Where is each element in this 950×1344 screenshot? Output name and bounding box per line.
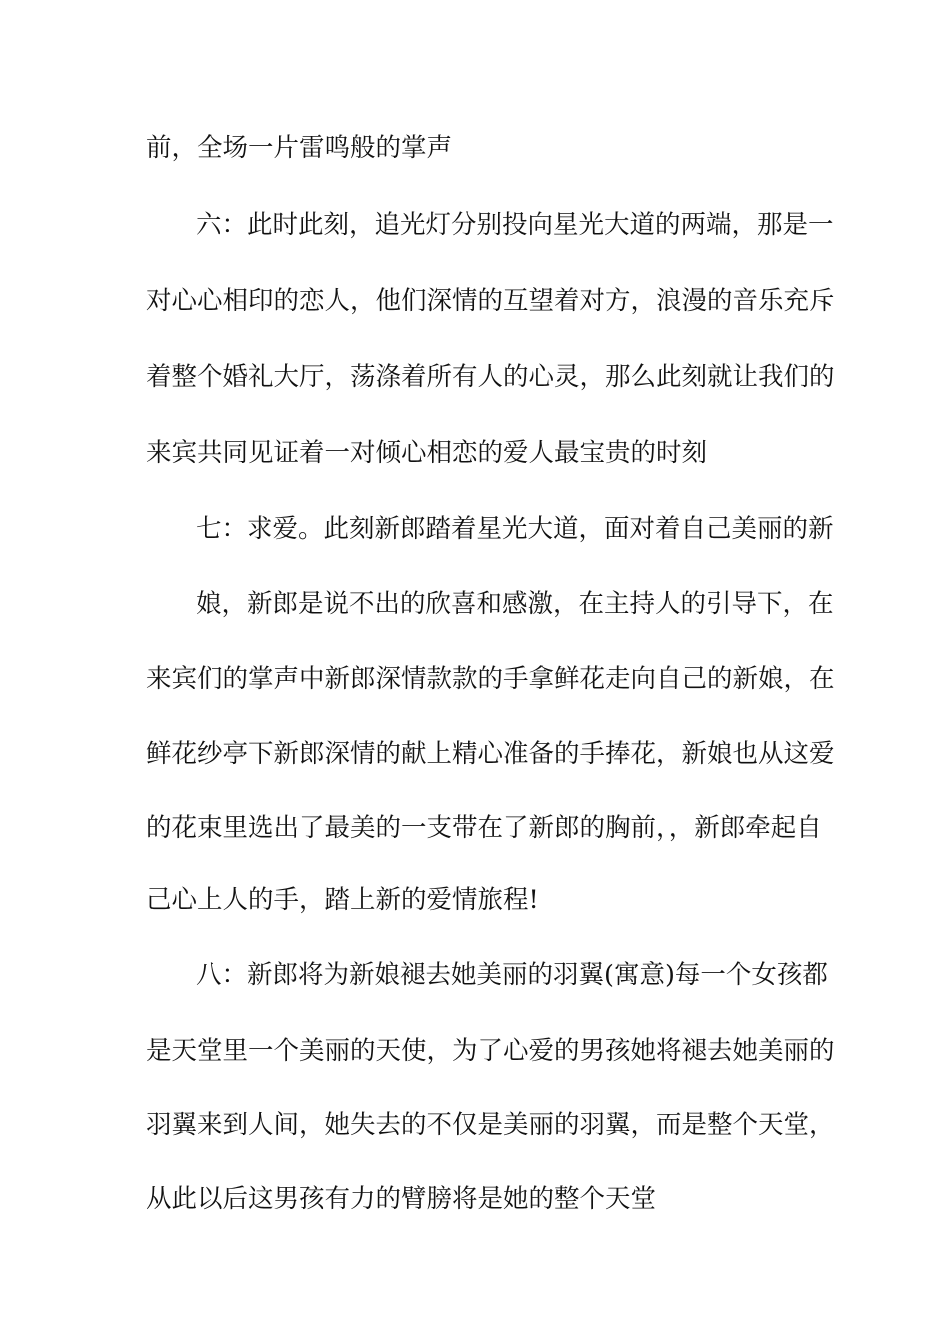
text-line-1: 前，全场一片雷鸣般的掌声 xyxy=(146,133,453,163)
text-line-11: 己心上人的手，踏上新的爱情旅程! xyxy=(146,885,539,915)
text-line-5: 来宾共同见证着一对倾心相恋的爱人最宝贵的时刻 xyxy=(146,438,708,468)
text-line-15: 从此以后这男孩有力的臂膀将是她的整个天堂 xyxy=(146,1184,657,1214)
text-line-9: 鲜花纱亭下新郎深情的献上精心准备的手捧花，新娘也从这爱 xyxy=(146,739,835,769)
text-line-7: 娘，新郎是说不出的欣喜和感激，在主持人的引导下，在 xyxy=(196,589,834,619)
text-line-4: 着整个婚礼大厅，荡涤着所有人的心灵，那么此刻就让我们的 xyxy=(146,362,835,392)
text-line-13: 是天堂里一个美丽的天使，为了心爱的男孩她将褪去她美丽的 xyxy=(146,1036,835,1066)
text-line-12: 八：新郎将为新娘褪去她美丽的羽翼(寓意)每一个女孩都 xyxy=(196,960,828,990)
text-line-2: 六：此时此刻，追光灯分别投向星光大道的两端，那是一 xyxy=(196,210,834,240)
text-line-10: 的花束里选出了最美的一支带在了新郎的胸前，，新郎牵起自 xyxy=(146,813,822,843)
text-line-8: 来宾们的掌声中新郎深情款款的手拿鲜花走向自己的新娘，在 xyxy=(146,664,835,694)
text-line-3: 对心心相印的恋人，他们深情的互望着对方，浪漫的音乐充斥 xyxy=(146,286,835,316)
text-line-14: 羽翼来到人间，她失去的不仅是美丽的羽翼，而是整个天堂， xyxy=(146,1110,835,1140)
text-line-6: 七：求爱。此刻新郎踏着星光大道，面对着自己美丽的新 xyxy=(196,514,834,544)
